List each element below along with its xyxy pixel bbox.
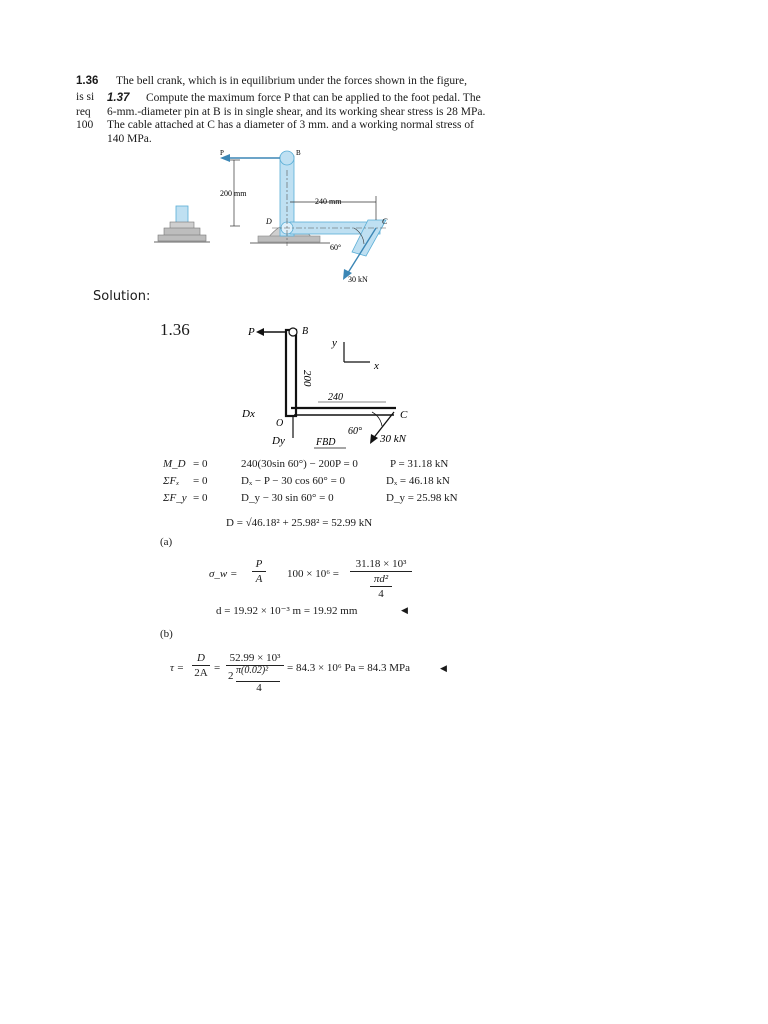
sigma-right-num: 31.18 × 10³ xyxy=(355,558,407,570)
fbd-label-200: 200 xyxy=(301,370,313,387)
fbd-label-Dx: Dx xyxy=(242,408,255,420)
eq-row-3-lhs: ΣF_y xyxy=(163,492,187,504)
fig-label-C: C xyxy=(382,217,388,226)
tau-right-den-top: π(0.02)² xyxy=(236,665,269,676)
problem-number-136: 1.36 xyxy=(76,75,99,87)
problem-137-line-2: 6-mm.-diameter pin at B is in single shear, and its working shear stress is 28 MPa. xyxy=(107,106,486,118)
fig-label-60: 60° xyxy=(330,243,342,252)
fig-label-200: 200 mm xyxy=(220,189,247,198)
eq-row-1-expr: 240(30sin 60°) − 200P = 0 xyxy=(241,458,358,470)
problem-136-text: The bell crank, which is in equilibrium under the forces shown in the figure, xyxy=(116,75,467,87)
margin-line-3: 100 xyxy=(76,119,94,131)
fbd-label-240: 240 xyxy=(328,392,343,403)
eq-row-2-eq: = 0 xyxy=(193,475,208,487)
eq-row-3-expr: D_y − 30 sin 60° = 0 xyxy=(241,492,334,504)
problem-137-line-3: The cable attached at C has a diameter of 3 mm. and a working normal stress of xyxy=(107,119,474,131)
eq-row-1-result: P = 31.18 kN xyxy=(390,458,449,470)
fbd-label-C: C xyxy=(400,409,408,421)
answer-marker-icon: ◀ xyxy=(401,605,408,615)
eq-row-3-eq: = 0 xyxy=(193,492,208,504)
fbd-label-P: P xyxy=(248,326,255,338)
fig-label-B: B xyxy=(296,149,301,157)
fig-label-30kN: 30 kN xyxy=(348,275,368,284)
fbd-label-force: 30 kN xyxy=(380,433,406,445)
fbd-label-B: B xyxy=(302,326,309,337)
eq-row-1-lhs: M_D xyxy=(163,458,186,470)
tau-equals: = xyxy=(214,662,221,674)
sigma-fraction xyxy=(252,558,266,585)
tau-result: = 84.3 × 10⁶ Pa = 84.3 MPa xyxy=(287,662,410,674)
resultant-equation: D = √46.18² + 25.98² = 52.99 kN xyxy=(226,517,373,529)
fbd-label-Dy: Dy xyxy=(272,435,285,447)
tau-fraction xyxy=(192,652,210,679)
margin-line-2: req xyxy=(76,106,91,118)
tau-lhs: τ = xyxy=(170,662,185,674)
part-b-label: (b) xyxy=(160,628,173,640)
eq-row-2-result: Dₓ = 46.18 kN xyxy=(386,475,450,487)
problem-number-137: 1.37 xyxy=(107,92,130,104)
sigma-right-den-bot: 4 xyxy=(378,588,384,600)
problem-137-line-4: 140 MPa. xyxy=(107,133,152,145)
fbd-label-FBD: FBD xyxy=(316,437,336,448)
tau-right-den-bot: 4 xyxy=(256,682,262,694)
part-a-label: (a) xyxy=(160,536,173,548)
eq-row-2-expr: Dₓ − P − 30 cos 60° = 0 xyxy=(241,475,346,487)
free-body-diagram xyxy=(236,322,436,452)
problem-137-line-1: Compute the maximum force P that can be applied to the foot pedal. The xyxy=(146,92,481,104)
sigma-right-fraction xyxy=(350,558,412,600)
eq-row-3-result: D_y = 25.98 kN xyxy=(386,492,458,504)
tau-right-den-two: 2 xyxy=(228,670,234,682)
sigma-fraction-den: A xyxy=(255,573,263,585)
sigma-fraction-num: P xyxy=(255,558,263,570)
eq-row-2-lhs: ΣFₓ xyxy=(163,475,180,487)
fbd-label-y: y xyxy=(332,337,337,349)
solution-label: Solution: xyxy=(93,289,151,304)
diameter-line: d = 19.92 × 10⁻³ m = 19.92 mm xyxy=(216,605,358,617)
sigma-middle: 100 × 10⁶ = xyxy=(287,568,339,580)
tau-right-num: 52.99 × 10³ xyxy=(229,652,281,664)
sigma-right-den-top: πd² xyxy=(373,573,389,585)
bell-crank-figure xyxy=(140,148,400,288)
fig-label-240: 240 mm xyxy=(315,197,342,206)
fig-label-D: D xyxy=(266,217,272,226)
tau-right-fraction xyxy=(226,652,284,694)
fbd-title: 1.36 xyxy=(160,320,190,339)
eq-row-1-eq: = 0 xyxy=(193,458,208,470)
answer-marker-icon-b: ◀ xyxy=(440,663,447,673)
tau-fraction-num: D xyxy=(197,652,205,664)
fbd-label-x: x xyxy=(374,360,379,372)
tau-fraction-den: 2A xyxy=(194,667,208,679)
fbd-label-O: O xyxy=(276,418,284,429)
sigma-lhs: σ_w = xyxy=(209,568,238,580)
fbd-label-angle: 60° xyxy=(348,426,362,437)
margin-line-1: is si xyxy=(76,91,95,103)
fig-label-P: P xyxy=(220,149,224,157)
